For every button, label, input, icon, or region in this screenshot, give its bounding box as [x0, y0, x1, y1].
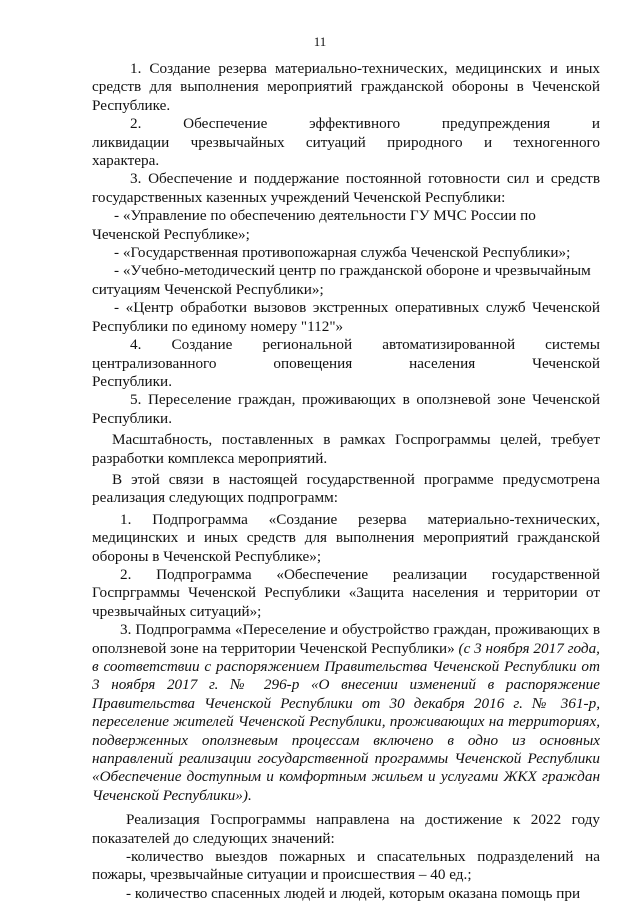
paragraph-goal-5: 5. Переселение граждан, проживающих в оползневой зоне Чеченской Республики.: [92, 391, 600, 427]
list-item-institution-2: - «Государственная противопожарная служба Чеченской Республики»;: [114, 244, 571, 262]
list-item-indicator-2: - количество спасенных людей и людей, которым оказана помощь при: [126, 884, 581, 902]
paragraph-scale: Масштабность, поставленных в рамках Госпрограммы целей, требует разработки комплекса мероприятий.: [92, 431, 600, 467]
paragraph-goal-1: 1. Создание резерва материально-технических, медицинских и иных средств для выполнения мероприятий гражданской обороны в Чеченской Республике.: [92, 60, 600, 114]
paragraph-goal-4: 4. Создание региональной автоматизированной системы централизованного оповещения населения Чеченской Республики.: [92, 336, 600, 390]
list-item-institution-3: - «Учебно-методический центр по гражданской обороне и чрезвычайным ситуациям Чеченской Республики»;: [92, 262, 591, 298]
subprogram-3-title: 3. Подпрограмма «Переселение и обустройство граждан, проживающих в оползневой зоне на территории Чеченской Республики»: [92, 621, 600, 657]
list-item-subprogram-2: 2. Подпрограмма «Обеспечение реализации государственной Госпрграммы Чеченской Республики «Защита населения и территории от чрезвычайных ситуаций»;: [92, 565, 600, 620]
document-body: [92, 60, 600, 903]
list-item-institution-1: - «Управление по обеспечению деятельности ГУ МЧС России по Чеченской Республике»;: [92, 207, 536, 243]
list-item-indicator-1: -количество выездов пожарных и спасательных подразделений на пожары, чрезвычайные ситуации и происшествия – 40 ед.;: [92, 848, 600, 884]
page-number: 11: [313, 34, 327, 49]
list-item-subprogram-3: [92, 621, 600, 805]
paragraph-goal-3: 3. Обеспечение и поддержание постоянной готовности сил и средств государственных казенных учреждений Чеченской Республики:: [92, 170, 600, 206]
paragraph-goal-2: 2. Обеспечение эффективного предупреждения и ликвидации чрезвычайных ситуаций природного и техногенного характера.: [92, 115, 600, 170]
subprogram-3-note: (с 3 ноября 2017 года, в соответствии с распоряжением Правительства Чеченской Республики от 3 ноября 2017 г. № 296-р «О внесении изменений в распоряжение Правительства Чеченской Республики от 30 декабря 2016 г. № 361-р, переселение жителей Чеченской Республики, проживающих на территориях, подверженных оползневым процессам включено в одно из основных направлений реализации государственной программы Чеченской Республики «Обеспечение доступным и комфортным жильем и услугами ЖКХ граждан Чеченской Республики»).: [92, 639, 600, 804]
list-item-institution-4: - «Центр обработки вызовов экстренных оперативных служб Чеченской Республики по единому номеру "112"»: [92, 299, 600, 335]
list-item-subprogram-1: 1. Подпрограмма «Создание резерва материально-технических, медицинских и иных средств для выполнения мероприятий гражданской обороны в Чеченской Республике»;: [92, 510, 600, 565]
paragraph-subprograms-intro: В этой связи в настоящей государственной программе предусмотрена реализация следующих подпрограмм:: [92, 470, 600, 507]
paragraph-implementation: Реализация Госпрограммы направлена на достижение к 2022 году показателей до следующих значений:: [92, 811, 600, 847]
